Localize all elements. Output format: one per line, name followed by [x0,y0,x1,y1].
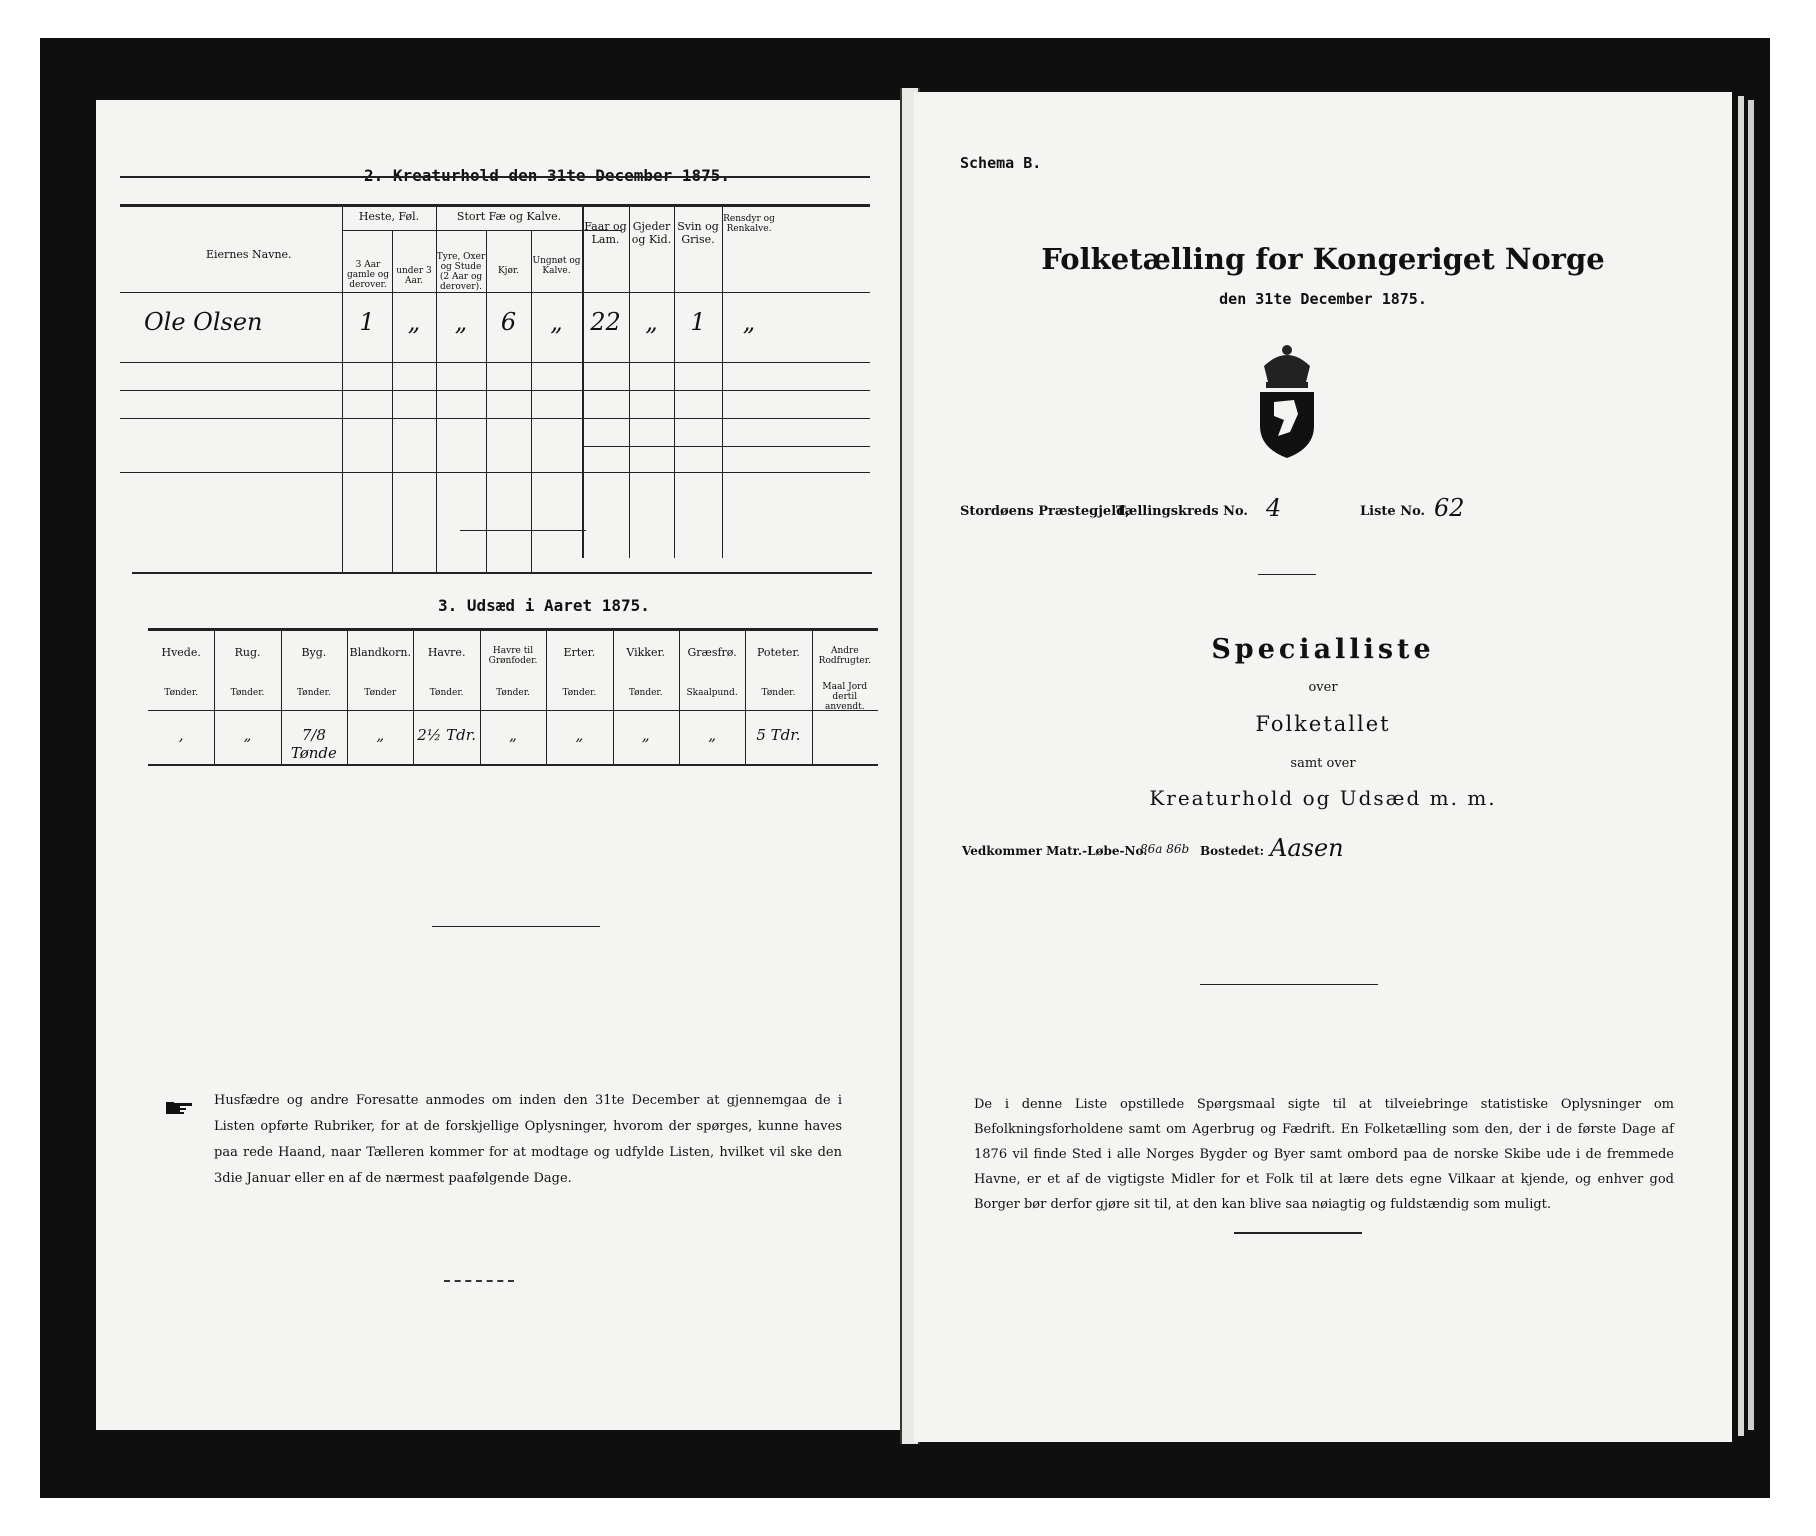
col-line [342,204,343,572]
udsaed-header: Havre til Grønfoder. [488,646,538,666]
ungnot-sub: Ungnøt og Kalve. [532,256,581,276]
udsaed-value: „ [708,726,716,744]
notice-text: Husfædre og andre Foresatte anmodes om inden den 31te December at gjennemgaa de i Listen opførte Rubriker, for at de forskjellige Oplysninger, hvorom der spørges, kunne haves paa rede Haand, naar Tælleren kommer for at modtage og udfylde Listen, hvilket vil ske den 3die Januar eller en af de nærmest paafølgende Dage. [214,1093,842,1186]
col-line [531,230,532,572]
folketallet-label: Folketallet [1255,712,1391,736]
owner-name: Ole Olsen [144,308,263,336]
schema-label: Schema B. [960,154,1042,172]
over-label: over [1308,680,1338,695]
bosted-value: Aasen [1270,834,1344,862]
ungnot-value: „ [550,308,563,336]
rule [148,764,878,766]
udsaed-value: „ [641,726,650,744]
rule [148,710,878,711]
heste-young-value: „ [407,308,421,336]
udsaed-value: „ [509,726,517,744]
left-page [96,100,905,1430]
divider [432,926,600,927]
section2-title: 2. Kreaturhold den 31te December 1875. [364,166,731,185]
udsaed-header: Erter. [563,646,596,659]
col-line [486,230,487,572]
divider [1258,574,1316,575]
udsaed-unit: Tønder. [761,688,796,698]
rule [582,446,870,447]
udsaed-header: Græsfrø. [687,646,737,659]
col-line [629,204,630,558]
udsaed-unit: Tønder. [429,688,464,698]
kjor-value: 6 [500,308,517,336]
udsaed-value: 5 Tdr. [756,726,801,744]
udsaed-unit: Tønder. [164,688,199,698]
heste-old-value: 1 [359,308,375,336]
rule [120,472,870,473]
col-line [582,204,584,558]
right-page [914,92,1732,1442]
udsaed-unit: Tønder. [230,688,265,698]
specialliste-heading: Specialliste [1211,634,1435,665]
district-no: 4 [1266,494,1282,522]
gjeder-value: „ [645,308,658,336]
udsaed-unit: Tønder. [496,688,530,698]
faar-value: 22 [590,308,621,336]
rule [120,292,870,293]
udsaed-header: Rug. [234,646,261,659]
udsaed-unit: Tønder. [562,688,597,698]
udsaed-header: Byg. [301,646,327,659]
udsaed-header: Andre Rodfrugter. [818,646,871,666]
udsaed-value: ‚ [178,726,184,744]
udsaed-unit: Tønder. [628,688,663,698]
pointing-hand-icon [166,1098,194,1118]
page-edge [1738,96,1744,1436]
census-title: Folketælling for Kongeriget Norge [1041,242,1605,276]
rule [120,418,870,419]
rule [120,362,870,363]
udsaed-unit: Tønder. [297,688,331,698]
rensdyr-value: „ [742,308,756,336]
heste-header: Heste, Føl. [358,210,420,223]
rensdyr-header: Rensdyr og Renkalve. [723,214,775,234]
list-label: Liste No. [1360,504,1426,519]
udsaed-unit: Maal Jord dertil anvendt. [822,682,868,712]
udsaed-value: „ [376,726,385,744]
rule [120,390,870,391]
divider [460,530,586,531]
kjor-sub: Kjør. [497,266,520,276]
udsaed-value: 7/8 Tønde [290,726,337,762]
udsaed-header: Poteter. [756,646,800,659]
census-date: den 31te December 1875. [1219,290,1427,308]
svin-header: Svin og Grise. [677,220,719,246]
tyre-value: „ [454,308,468,336]
rule [148,628,878,631]
udsaed-unit: Tønder [364,688,397,698]
udsaed-value: „ [243,726,252,744]
rule [120,204,870,207]
col-line [674,204,675,558]
rule [120,176,870,178]
heste-old-sub: 3 Aar gamle og derover. [347,260,389,290]
divider [444,1280,514,1282]
udsaed-header: Blandkorn. [349,646,411,659]
udsaed-value: „ [575,726,584,744]
col-line [722,204,723,558]
parish-label: Stordøens Præstegjeld, [960,504,1130,519]
gjeder-header: Gjeder og Kid. [631,220,672,246]
rule [132,572,872,574]
faar-header: Faar og Lam. [584,220,627,246]
matr-no: 86a 86b [1140,842,1190,856]
samt-over-label: samt over [1290,756,1356,771]
kreaturhold-label: Kreaturhold og Udsæd m. m. [1149,786,1497,810]
udsaed-unit: Skaalpund. [686,688,738,698]
description-text: De i denne Liste opstillede Spørgsmaal sigte til at tilveiebringe statistiske Oplysninger om Befolkningsforholdene samt om Agerbrug og Fædrift. En Folketælling som den, der i de første Dage af 1876 vil finde Sted i alle Norges Bygder og Byer samt ombord paa de norske Skibe ude i de fremmede Havne, er et af de vigtigste Midler for et Folk til at lære dets egne Vilkaar at kjende, og enhver god Borger bør derfor gjøre sit til, at den kan blive saa nøiagtig og fuldstændig som muligt. [974,1097,1674,1212]
matr-label: Vedkommer Matr.-Løbe-No. [962,844,1148,858]
rule [342,230,622,231]
section3-title: 3. Udsæd i Aaret 1875. [438,596,650,615]
list-no: 62 [1434,494,1465,522]
district-label: Tællingskreds No. [1116,504,1248,519]
divider [1234,1232,1362,1234]
bosted-label: Bostedet: [1200,844,1265,858]
owner-header: Eiernes Navne. [206,248,292,261]
udsaed-header: Havre. [427,646,466,659]
page-edge [1748,100,1754,1430]
coat-of-arms-icon [1250,342,1324,460]
tyre-sub: Tyre, Oxer og Stude (2 Aar og derover). [436,252,486,292]
divider [1200,984,1378,985]
udsaed-value: 2½ Tdr. [417,726,476,744]
svin-value: 1 [690,308,706,336]
stort-fae-header: Stort Fæ og Kalve. [456,210,562,223]
heste-young-sub: under 3 Aar. [396,266,432,286]
udsaed-header: Vikker. [626,646,666,659]
udsaed-header: Hvede. [161,646,201,659]
